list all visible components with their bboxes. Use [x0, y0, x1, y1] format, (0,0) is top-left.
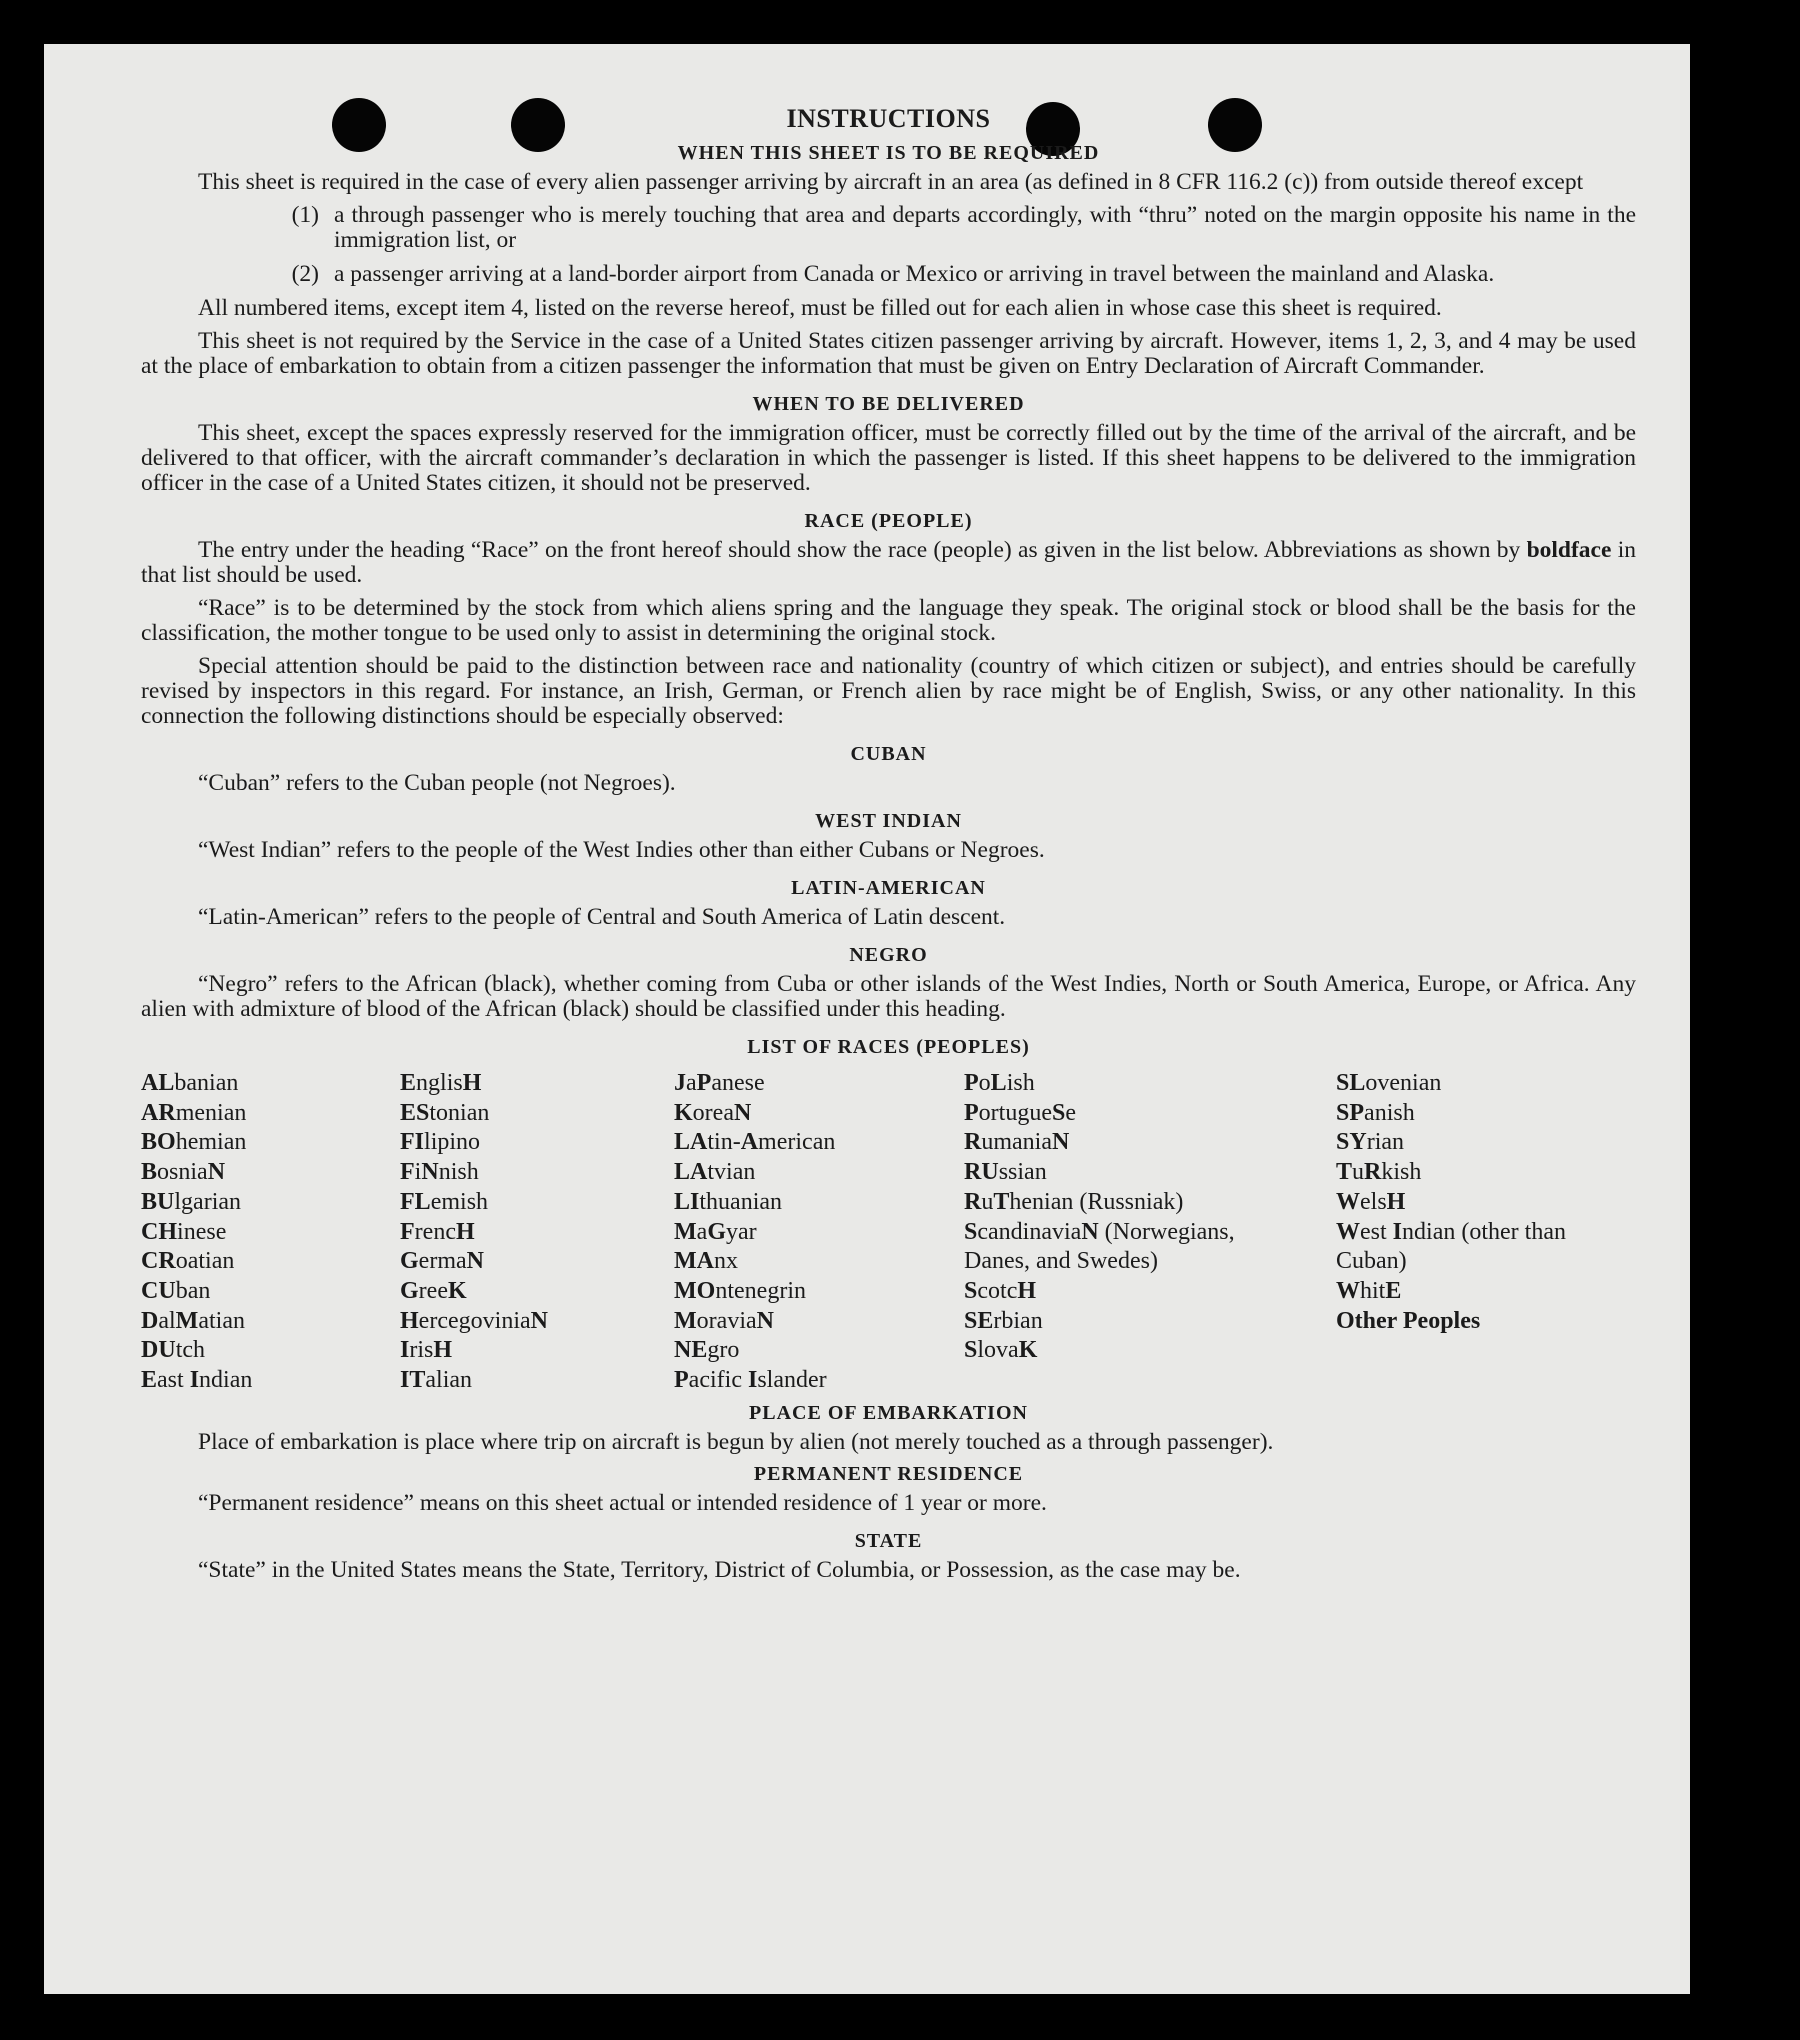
race-entry: RuThenian (Russniak): [964, 1188, 1184, 1215]
race-entry: LIthuanian: [674, 1188, 783, 1215]
race-entry: MAnx: [674, 1248, 738, 1275]
race-entry: Pacific Islander: [674, 1367, 827, 1394]
paragraph: “Negro” refers to the African (black), whether coming from Cuba or other islands of the West Indies, North or South America, Europe, or Africa. Any alien with admixture of blood of the African (black) should be classified under this heading.: [141, 971, 1636, 1022]
document-content: [141, 104, 1636, 1591]
race-entry: RumaniaN: [964, 1129, 1070, 1156]
paragraph: “State” in the United States means the State, Territory, District of Columbia, or Possession, as the case may be.: [198, 1556, 1241, 1583]
race-entry: FIlipino: [400, 1129, 481, 1156]
paragraph: All numbered items, except item 4, listed on the reverse hereof, must be filled out for each alien in whose case this sheet is required.: [198, 295, 1442, 321]
race-column: [141, 1069, 400, 1396]
race-entry: SPanish: [1336, 1099, 1415, 1126]
item-number: (1): [291, 202, 319, 228]
race-entry: CRoatian: [141, 1248, 235, 1275]
item-text: a through passenger who is merely touching that area and departs accordingly, with “thru” noted on the margin opposite his name in the immigration list, or: [334, 202, 1636, 253]
race-entry: PoLish: [964, 1070, 1035, 1096]
paragraph: “Permanent residence” means on this sheet actual or intended residence of 1 year or more.: [198, 1489, 1047, 1516]
race-entry: DalMatian: [141, 1307, 245, 1334]
race-entry: FiNnish: [400, 1159, 479, 1186]
race-entry: MoraviaN: [674, 1307, 774, 1334]
list-item: [141, 262, 1636, 287]
section-heading: PERMANENT RESIDENCE: [753, 1462, 1024, 1485]
item-text: a passenger arriving at a land-border airport from Canada or Mexico or arriving in travel between the mainland and Alaska.: [334, 261, 1495, 287]
race-entry: DUtch: [141, 1337, 206, 1364]
paragraph: “Cuban” refers to the Cuban people (not Negroes).: [198, 770, 676, 796]
race-entry: JaPanese: [674, 1070, 765, 1096]
exception-list: [141, 203, 1636, 287]
race-entry: MOntenegrin: [674, 1277, 806, 1304]
list-item: [141, 203, 1636, 253]
race-entry: RUssian: [964, 1159, 1047, 1186]
paragraph: Special attention should be paid to the distinction between race and nationality (country of which citizen or subject), and entries should be carefully revised by inspectors in this regard. For instance, an Irish, German, or French alien by race might be of English, Swiss, or any other nationality. In this connection the following distinctions should be especially observed:: [141, 653, 1636, 729]
race-entry: SLovenian: [1336, 1070, 1442, 1096]
race-column: [964, 1069, 1264, 1396]
race-entry: BOhemian: [141, 1129, 247, 1156]
section-heading: LATIN-AMERICAN: [791, 877, 986, 899]
paragraph: This sheet is not required by the Service in the case of a United States citizen passenger arriving by aircraft. However, items 1, 2, 3, and 4 may be used at the place of embarkation to obtain from a citizen passenger the information that must be given on Entry Declaration of Aircraft Commander.: [141, 328, 1636, 379]
section-heading: NEGRO: [849, 944, 928, 966]
race-column: [1336, 1069, 1593, 1396]
race-entry: Other Peoples: [1336, 1307, 1481, 1334]
race-entry: SlovaK: [964, 1337, 1038, 1364]
document-sheet: [44, 44, 1690, 1994]
race-entry: LAtin-American: [674, 1129, 836, 1156]
race-entry: ScandinaviaN (Norwegians, Danes, and Swedes): [964, 1218, 1235, 1275]
section-heading: WHEN THIS SHEET IS TO BE REQUIRED: [677, 142, 1100, 164]
race-entry: EnglisH: [400, 1070, 482, 1096]
race-entry: ScotcH: [964, 1277, 1037, 1304]
item-number: (2): [291, 261, 319, 287]
race-column: [400, 1069, 674, 1396]
race-entry: PortugueSe: [964, 1099, 1077, 1126]
section-heading: WEST INDIAN: [815, 810, 962, 832]
race-entry: WelsH: [1336, 1188, 1406, 1215]
race-entry: CHinese: [141, 1218, 227, 1245]
race-entry: NEgro: [674, 1337, 740, 1364]
paragraph: “West Indian” refers to the people of the West Indies other than either Cubans or Negroes.: [198, 837, 1045, 863]
paragraph: This sheet, except the spaces expressly reserved for the immigration officer, must be correctly filled out by the time of the arrival of the aircraft, and be delivered to that officer, with the aircraft commander’s declaration in which the passenger is listed. If this sheet happens to be delivered to the immigration officer in the case of a United States citizen, it should not be preserved.: [141, 420, 1636, 496]
race-entry: EStonian: [400, 1099, 490, 1126]
paragraph: Place of embarkation is place where trip on aircraft is begun by alien (not merely touched as a through passenger).: [198, 1428, 1274, 1455]
race-entry: SYrian: [1336, 1129, 1405, 1156]
race-entry: CUban: [141, 1277, 211, 1304]
section-heading: STATE: [854, 1529, 923, 1552]
race-entry: ALbanian: [141, 1070, 239, 1096]
paragraph: “Race” is to be determined by the stock from which aliens spring and the language they speak. The original stock or blood shall be the basis for the classification, the mother tongue to be used only to assist in determining the original stock.: [141, 595, 1636, 646]
race-entry: KoreaN: [674, 1099, 752, 1126]
section-heading: WHEN TO BE DELIVERED: [752, 393, 1025, 415]
race-entry: MaGyar: [674, 1218, 757, 1245]
section-heading: PLACE OF EMBARKATION: [749, 1401, 1028, 1424]
page-title: INSTRUCTIONS: [786, 104, 991, 133]
race-entry: IrisH: [400, 1337, 453, 1364]
race-entry: GermaN: [400, 1248, 484, 1275]
race-entry: WhitE: [1336, 1277, 1402, 1304]
race-entry: ITalian: [400, 1367, 473, 1394]
race-column: [674, 1069, 964, 1396]
paragraph: The entry under the heading “Race” on the front hereof should show the race (people) as given in the list below. Abbreviations as shown by boldface in that list should be used.: [141, 537, 1636, 588]
paragraph: This sheet is required in the case of every alien passenger arriving by aircraft in an area (as defined in 8 CFR 116.2 (c)) from outside thereof except: [198, 169, 1584, 195]
race-entry: HercegoviniaN: [400, 1307, 548, 1334]
race-entry: TuRkish: [1336, 1159, 1422, 1186]
race-entry: FrencH: [400, 1218, 475, 1245]
race-entry: FLemish: [400, 1188, 489, 1215]
section-heading: CUBAN: [850, 743, 927, 765]
race-entry: BUlgarian: [141, 1188, 242, 1215]
race-entry: GreeK: [400, 1277, 467, 1304]
section-heading: LIST OF RACES (PEOPLES): [747, 1036, 1030, 1058]
race-entry: East Indian: [141, 1367, 253, 1394]
race-entry: BosniaN: [141, 1159, 226, 1186]
section-heading: RACE (PEOPLE): [804, 510, 973, 532]
race-list: [141, 1069, 1636, 1396]
race-entry: SErbian: [964, 1307, 1043, 1334]
race-entry: West Indian (other than Cuban): [1336, 1218, 1566, 1275]
race-entry: ARmenian: [141, 1099, 247, 1126]
paragraph: “Latin-American” refers to the people of Central and South America of Latin descent.: [198, 904, 1006, 930]
race-entry: LAtvian: [674, 1159, 756, 1186]
